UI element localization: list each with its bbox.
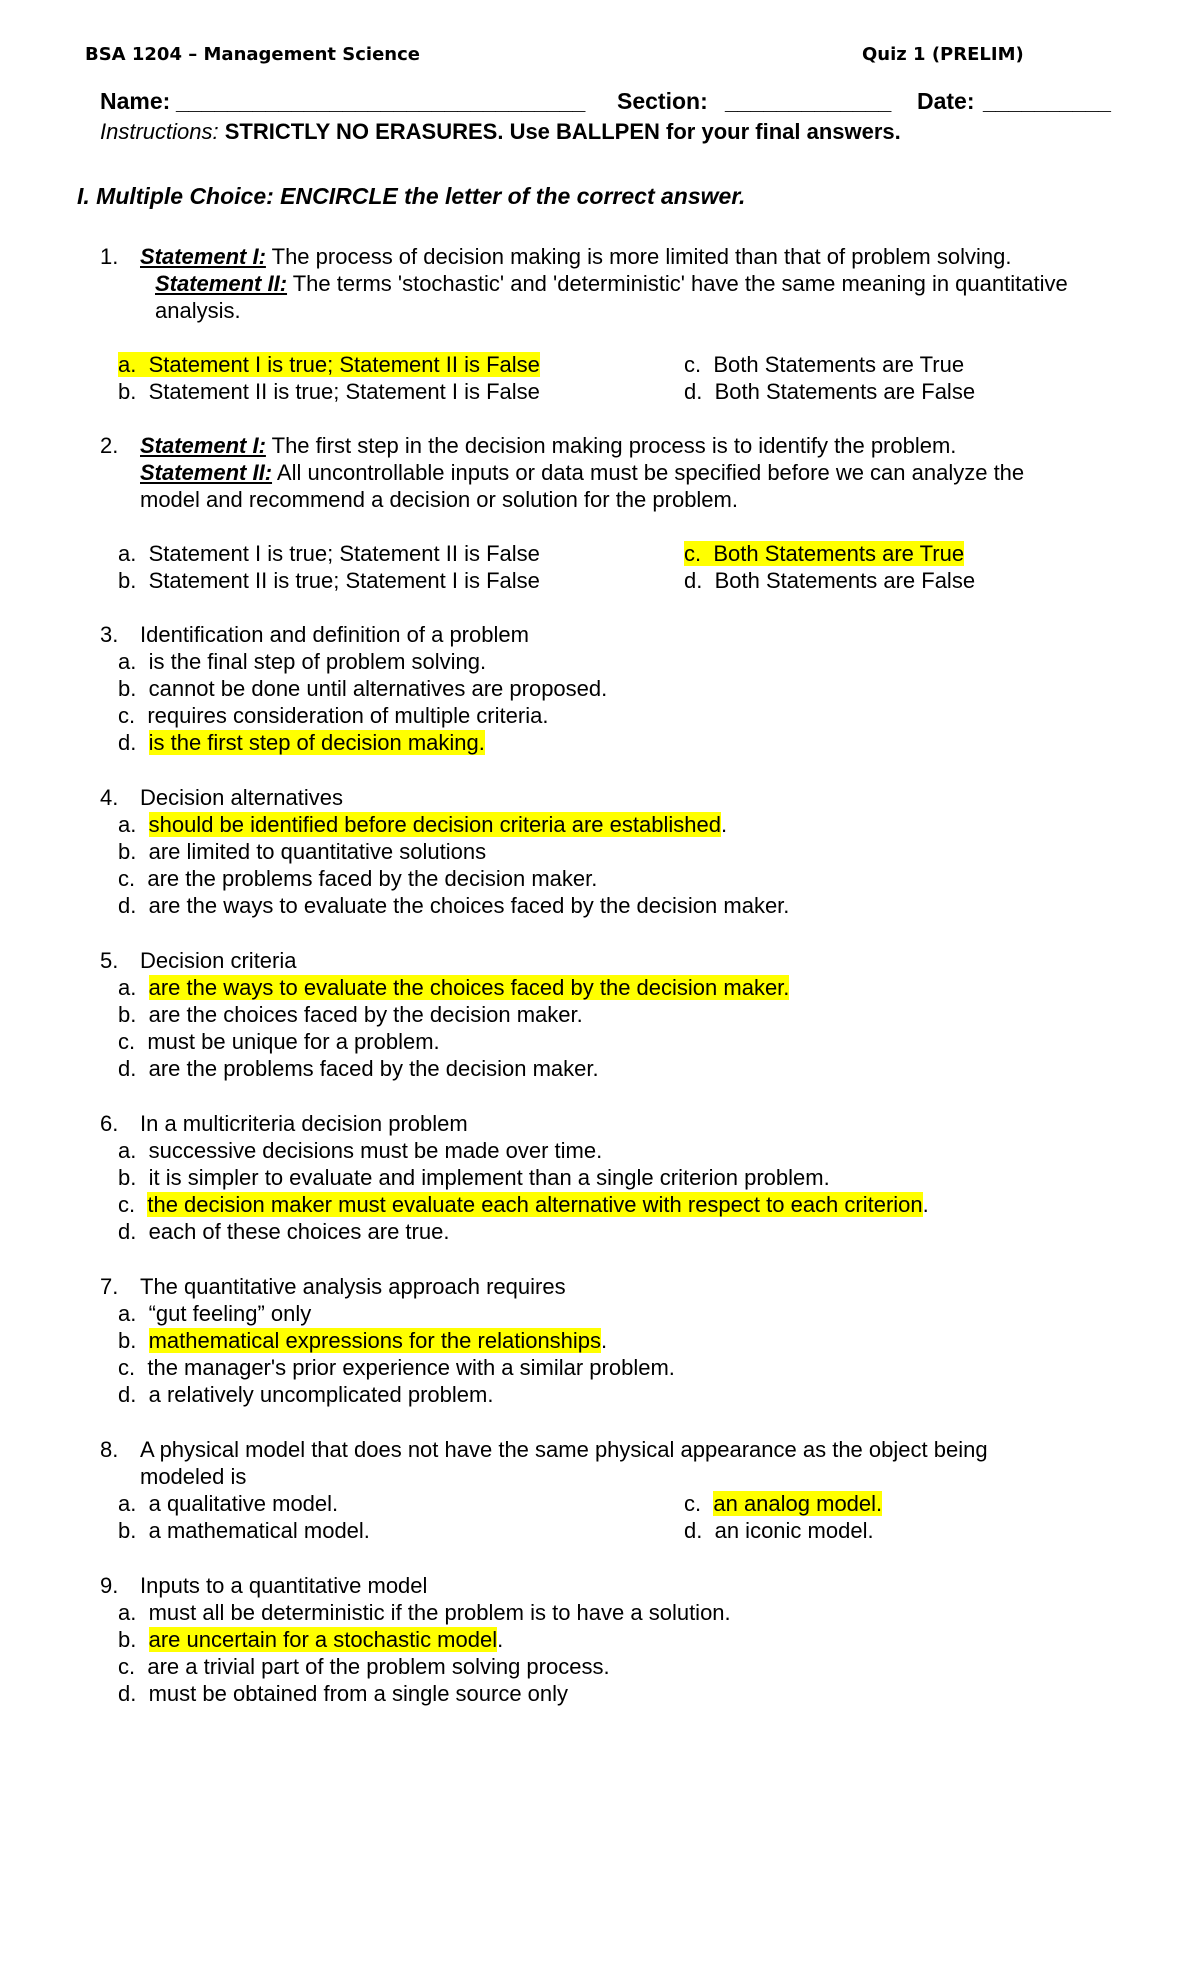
statement-1-label: Statement I: xyxy=(140,433,266,458)
question-3-option-c[interactable] xyxy=(118,703,548,729)
option-text: must be obtained from a single source only xyxy=(148,1681,569,1706)
question-9-option-a[interactable] xyxy=(118,1600,731,1626)
option-text: each of these choices are true. xyxy=(148,1219,450,1244)
question-2-option-a[interactable] xyxy=(118,541,540,567)
question-2-option-d[interactable] xyxy=(684,568,975,594)
option-text: Statement I is true; Statement II is False xyxy=(148,541,540,566)
question-2-option-b[interactable] xyxy=(118,568,540,594)
question-6-option-b[interactable] xyxy=(118,1165,830,1191)
option-letter: d. xyxy=(118,1382,137,1407)
option-letter: c. xyxy=(684,352,702,377)
question-2-option-c[interactable] xyxy=(684,541,964,567)
option-letter: b. xyxy=(118,1518,137,1543)
question-7-option-b[interactable] xyxy=(118,1328,607,1354)
question-1-option-b[interactable] xyxy=(118,379,540,405)
option-text: are the problems faced by the decision maker. xyxy=(147,866,598,891)
option-text: Statement II is true; Statement I is False xyxy=(148,379,540,404)
question-2-statement-2-cont: model and recommend a decision or solution for the problem. xyxy=(140,487,738,512)
question-8-number: 8. xyxy=(100,1437,119,1462)
option-text: an analog model. xyxy=(713,1491,883,1516)
option-letter: c. xyxy=(118,1192,136,1217)
statement-2-label: Statement II: xyxy=(155,271,288,296)
question-7-stem: The quantitative analysis approach requires xyxy=(140,1274,566,1299)
question-1-option-d[interactable] xyxy=(684,379,975,405)
option-text: cannot be done until alternatives are proposed. xyxy=(148,676,608,701)
question-7-number: 7. xyxy=(100,1274,119,1299)
question-3-option-b[interactable] xyxy=(118,676,607,702)
option-text: Both Statements are False xyxy=(714,568,976,593)
option-letter: a. xyxy=(118,975,137,1000)
option-text: is the first step of decision making. xyxy=(148,730,485,755)
option-text: requires consideration of multiple criteria. xyxy=(147,703,549,728)
question-7-option-c[interactable] xyxy=(118,1355,675,1381)
option-text: a mathematical model. xyxy=(148,1518,370,1543)
statement-2-text: The terms 'stochastic' and 'deterministic' have the same meaning in quantitative xyxy=(287,271,1068,296)
question-6-option-d[interactable] xyxy=(118,1219,449,1245)
question-8-option-a[interactable] xyxy=(118,1491,338,1517)
option-letter: a. xyxy=(118,352,137,377)
option-text: an iconic model. xyxy=(714,1518,874,1543)
option-letter: a. xyxy=(118,1491,137,1516)
question-5-option-d[interactable] xyxy=(118,1056,599,1082)
question-1-statement-2-cont: analysis. xyxy=(155,298,241,323)
option-letter: b. xyxy=(118,676,137,701)
question-8-stem-cont: modeled is xyxy=(140,1464,247,1489)
question-7-option-d[interactable] xyxy=(118,1382,493,1408)
option-letter: a. xyxy=(118,1138,137,1163)
question-3-number: 3. xyxy=(100,622,119,647)
section-field[interactable]: _____________ xyxy=(725,88,892,114)
section-label: Section: xyxy=(617,88,708,114)
option-letter: b. xyxy=(118,1002,137,1027)
question-6-number: 6. xyxy=(100,1111,119,1136)
option-letter: c. xyxy=(118,1654,136,1679)
option-letter: d. xyxy=(118,1219,137,1244)
option-text: a qualitative model. xyxy=(148,1491,339,1516)
option-suffix: . xyxy=(601,1328,608,1353)
question-4-option-c[interactable] xyxy=(118,866,597,892)
option-text: are the ways to evaluate the choices faced by the decision maker. xyxy=(148,975,790,1000)
option-text: are a trivial part of the problem solving process. xyxy=(147,1654,610,1679)
option-letter: c. xyxy=(684,1491,702,1516)
option-letter: d. xyxy=(684,379,703,404)
question-1-statement-1 xyxy=(140,244,1011,270)
option-letter: a. xyxy=(118,812,137,837)
option-text: successive decisions must be made over time. xyxy=(148,1138,603,1163)
question-9-option-d[interactable] xyxy=(118,1681,568,1707)
statement-1-text: The process of decision making is more limited than that of problem solving. xyxy=(265,244,1012,269)
question-6-option-a[interactable] xyxy=(118,1138,602,1164)
option-letter: a. xyxy=(118,541,137,566)
question-4-option-a[interactable] xyxy=(118,812,727,838)
option-letter: b. xyxy=(118,379,137,404)
question-7-option-a[interactable] xyxy=(118,1301,311,1327)
question-8-option-b[interactable] xyxy=(118,1518,370,1544)
option-text: must all be deterministic if the problem is to have a solution. xyxy=(148,1600,731,1625)
question-3-option-a[interactable] xyxy=(118,649,486,675)
option-text: are limited to quantitative solutions xyxy=(148,839,487,864)
question-2-number: 2. xyxy=(100,433,119,458)
option-letter: c. xyxy=(118,703,136,728)
course-title: BSA 1204 – Management Science xyxy=(85,44,420,65)
option-letter: c. xyxy=(118,1355,136,1380)
option-text: Statement II is true; Statement I is False xyxy=(148,568,540,593)
option-text: are the ways to evaluate the choices faced by the decision maker. xyxy=(148,893,790,918)
option-text: are the problems faced by the decision maker. xyxy=(148,1056,599,1081)
option-letter: c. xyxy=(118,1029,136,1054)
option-suffix: . xyxy=(922,1192,929,1217)
option-text: “gut feeling” only xyxy=(148,1301,312,1326)
option-text: mathematical expressions for the relationships xyxy=(148,1328,602,1353)
question-6-stem: In a multicriteria decision problem xyxy=(140,1111,468,1136)
instructions xyxy=(100,119,901,145)
option-text: a relatively uncomplicated problem. xyxy=(148,1382,494,1407)
question-1-number: 1. xyxy=(100,244,119,269)
question-5-option-a[interactable] xyxy=(118,975,789,1001)
question-3-option-d[interactable] xyxy=(118,730,485,756)
date-label: Date: xyxy=(917,88,975,114)
section-title: I. Multiple Choice: ENCIRCLE the letter of the correct answer. xyxy=(77,183,746,209)
option-suffix: . xyxy=(497,1627,504,1652)
option-letter: a. xyxy=(118,649,137,674)
question-5-number: 5. xyxy=(100,948,119,973)
statement-1-text: The first step in the decision making process is to identify the problem. xyxy=(265,433,957,458)
option-text: the decision maker must evaluate each alternative with respect to each criterion xyxy=(147,1192,923,1217)
option-letter: a. xyxy=(118,1600,137,1625)
option-text: Both Statements are False xyxy=(714,379,976,404)
option-letter: a. xyxy=(118,1301,137,1326)
option-text: is the final step of problem solving. xyxy=(148,649,487,674)
question-3-stem: Identification and definition of a problem xyxy=(140,622,529,647)
option-text: are uncertain for a stochastic model xyxy=(148,1627,498,1652)
question-6-option-c[interactable] xyxy=(118,1192,929,1218)
option-text: Both Statements are True xyxy=(713,541,965,566)
option-letter: c. xyxy=(684,541,702,566)
question-5-option-b[interactable] xyxy=(118,1002,583,1028)
option-letter: d. xyxy=(118,1681,137,1706)
question-9-option-b[interactable] xyxy=(118,1627,503,1653)
option-text: must be unique for a problem. xyxy=(147,1029,440,1054)
option-letter: b. xyxy=(118,1627,137,1652)
question-2-statement-1 xyxy=(140,433,956,459)
name-label: Name: xyxy=(100,88,171,114)
option-letter: d. xyxy=(684,1518,703,1543)
question-4-number: 4. xyxy=(100,785,119,810)
quiz-title: Quiz 1 (PRELIM) xyxy=(862,44,1024,65)
option-text: are the choices faced by the decision maker. xyxy=(148,1002,583,1027)
option-letter: d. xyxy=(118,1056,137,1081)
question-5-option-c[interactable] xyxy=(118,1029,440,1055)
statement-1-label: Statement I: xyxy=(140,244,266,269)
option-text: should be identified before decision criteria are established xyxy=(148,812,721,837)
option-text: Both Statements are True xyxy=(713,352,965,377)
option-letter: b. xyxy=(118,568,137,593)
statement-2-label: Statement II: xyxy=(140,460,273,485)
question-5-stem: Decision criteria xyxy=(140,948,297,973)
question-9-stem: Inputs to a quantitative model xyxy=(140,1573,428,1598)
question-1-statement-2 xyxy=(155,271,1068,297)
option-text: Statement I is true; Statement II is False xyxy=(148,352,540,377)
option-letter: b. xyxy=(118,1328,137,1353)
statement-2-text: All uncontrollable inputs or data must be specified before we can analyze the xyxy=(272,460,1025,485)
option-letter: d. xyxy=(684,568,703,593)
question-9-option-c[interactable] xyxy=(118,1654,610,1680)
option-letter: b. xyxy=(118,1165,137,1190)
question-4-option-d[interactable] xyxy=(118,893,789,919)
question-8-option-c[interactable] xyxy=(684,1491,882,1517)
instructions-text: STRICTLY NO ERASURES. Use BALLPEN for your final answers. xyxy=(224,119,901,144)
instructions-label: Instructions: xyxy=(100,119,219,144)
question-9-number: 9. xyxy=(100,1573,119,1598)
name-field[interactable]: ________________________________ xyxy=(176,88,586,114)
question-8-option-d[interactable] xyxy=(684,1518,874,1544)
option-text: the manager's prior experience with a similar problem. xyxy=(147,1355,675,1380)
option-letter: c. xyxy=(118,866,136,891)
question-1-option-c[interactable] xyxy=(684,352,964,378)
option-text: it is simpler to evaluate and implement than a single criterion problem. xyxy=(148,1165,830,1190)
option-suffix: . xyxy=(720,812,728,837)
question-4-stem: Decision alternatives xyxy=(140,785,343,810)
question-2-statement-2 xyxy=(140,460,1024,486)
question-1-option-a[interactable] xyxy=(118,352,540,378)
option-letter: b. xyxy=(118,839,137,864)
question-4-option-b[interactable] xyxy=(118,839,486,865)
question-8-stem: A physical model that does not have the same physical appearance as the object being xyxy=(140,1437,988,1462)
date-field[interactable]: __________ xyxy=(983,88,1111,114)
option-letter: d. xyxy=(118,730,137,755)
option-letter: d. xyxy=(118,893,137,918)
